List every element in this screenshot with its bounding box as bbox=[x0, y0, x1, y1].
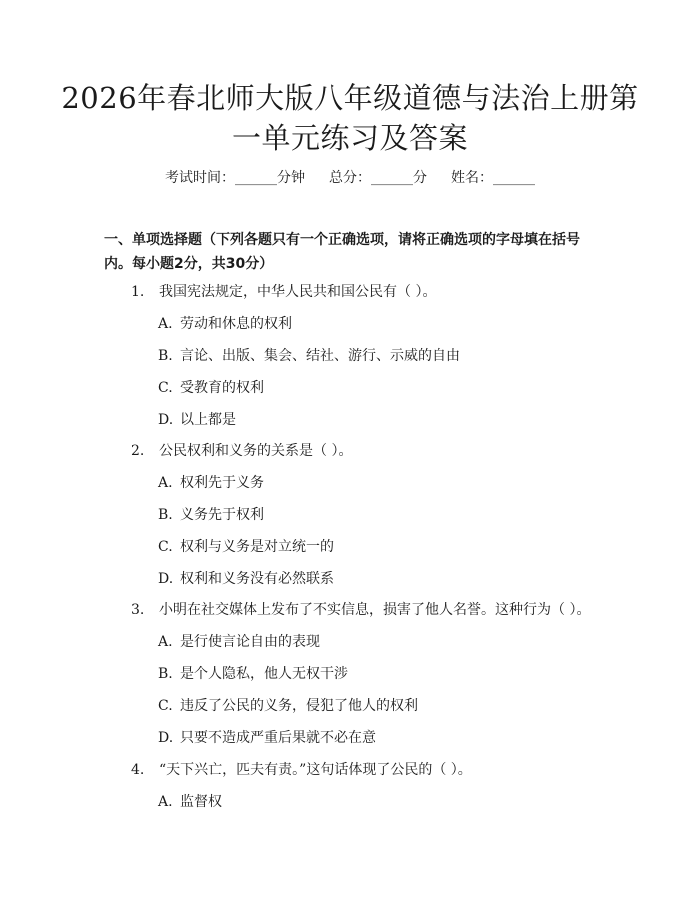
option-3d bbox=[158, 728, 376, 748]
question-number: 3. bbox=[131, 602, 145, 618]
option-letter: B. bbox=[158, 348, 173, 364]
option-1c bbox=[158, 378, 264, 398]
option-letter: D. bbox=[158, 412, 174, 428]
question-text: 我国宪法规定，中华人民共和国公民有（ ）。 bbox=[159, 284, 437, 300]
option-1a bbox=[158, 314, 292, 334]
option-text: 以上都是 bbox=[180, 412, 236, 428]
option-letter: B. bbox=[158, 666, 173, 682]
option-letter: C. bbox=[158, 380, 173, 396]
option-text: 是行使言论自由的表现 bbox=[180, 634, 320, 650]
question-number: 4. bbox=[131, 762, 145, 778]
option-letter: A. bbox=[158, 634, 173, 650]
option-text: 受教育的权利 bbox=[180, 380, 264, 396]
question-text: 公民权利和义务的关系是（ ）。 bbox=[159, 443, 353, 459]
option-letter: B. bbox=[158, 507, 173, 523]
option-letter: D. bbox=[158, 571, 174, 587]
question-3 bbox=[131, 600, 590, 620]
option-text: 只要不造成严重后果就不必在意 bbox=[180, 730, 376, 746]
question-text: “天下兴亡，匹夫有责。”这句话体现了公民的（ ）。 bbox=[159, 762, 472, 778]
option-text: 义务先于权利 bbox=[180, 507, 264, 523]
option-1d bbox=[158, 410, 236, 430]
title-line-2: 一单元练习及答案 bbox=[231, 121, 468, 155]
option-text: 言论、出版、集会、结社、游行、示威的自由 bbox=[180, 348, 460, 364]
option-3c bbox=[158, 696, 418, 716]
option-2a bbox=[158, 473, 264, 493]
option-text: 权利与义务是对立统一的 bbox=[180, 539, 334, 555]
document-title bbox=[60, 78, 640, 158]
option-2b bbox=[158, 505, 264, 525]
option-text: 监督权 bbox=[180, 794, 222, 810]
option-text: 违反了公民的义务，侵犯了他人的权利 bbox=[180, 698, 418, 714]
question-1 bbox=[131, 282, 436, 302]
exam-total-score: 总分：______分 bbox=[329, 170, 427, 186]
option-text: 权利先于义务 bbox=[180, 475, 264, 491]
option-1b bbox=[158, 346, 460, 366]
question-number: 2. bbox=[131, 443, 145, 459]
option-2d bbox=[158, 569, 334, 589]
student-name: 姓名：______ bbox=[451, 170, 535, 186]
section-heading: 一、单项选择题（下列各题只有一个正确选项，请将正确选项的字母填在括号内。每小题2分，共30分） bbox=[104, 232, 580, 272]
question-4 bbox=[131, 760, 472, 780]
question-text: 小明在社交媒体上发布了不实信息，损害了他人名誉。这种行为（ ）。 bbox=[159, 602, 591, 618]
option-letter: C. bbox=[158, 698, 173, 714]
option-2c bbox=[158, 537, 334, 557]
option-3a bbox=[158, 632, 320, 652]
question-2 bbox=[131, 441, 352, 461]
exam-time: 考试时间：______分钟 bbox=[165, 170, 305, 186]
option-3b bbox=[158, 664, 348, 684]
option-text: 权利和义务没有必然联系 bbox=[180, 571, 334, 587]
option-text: 劳动和休息的权利 bbox=[180, 316, 292, 332]
option-letter: A. bbox=[158, 475, 173, 491]
option-text: 是个人隐私，他人无权干涉 bbox=[180, 666, 348, 682]
option-letter: A. bbox=[158, 794, 173, 810]
option-letter: C. bbox=[158, 539, 173, 555]
title-line-1: 2026年春北师大版八年级道德与法治上册第 bbox=[61, 81, 639, 115]
question-number: 1. bbox=[131, 284, 145, 300]
option-4a bbox=[158, 792, 222, 812]
option-letter: A. bbox=[158, 316, 173, 332]
option-letter: D. bbox=[158, 730, 174, 746]
exam-meta bbox=[0, 168, 700, 188]
